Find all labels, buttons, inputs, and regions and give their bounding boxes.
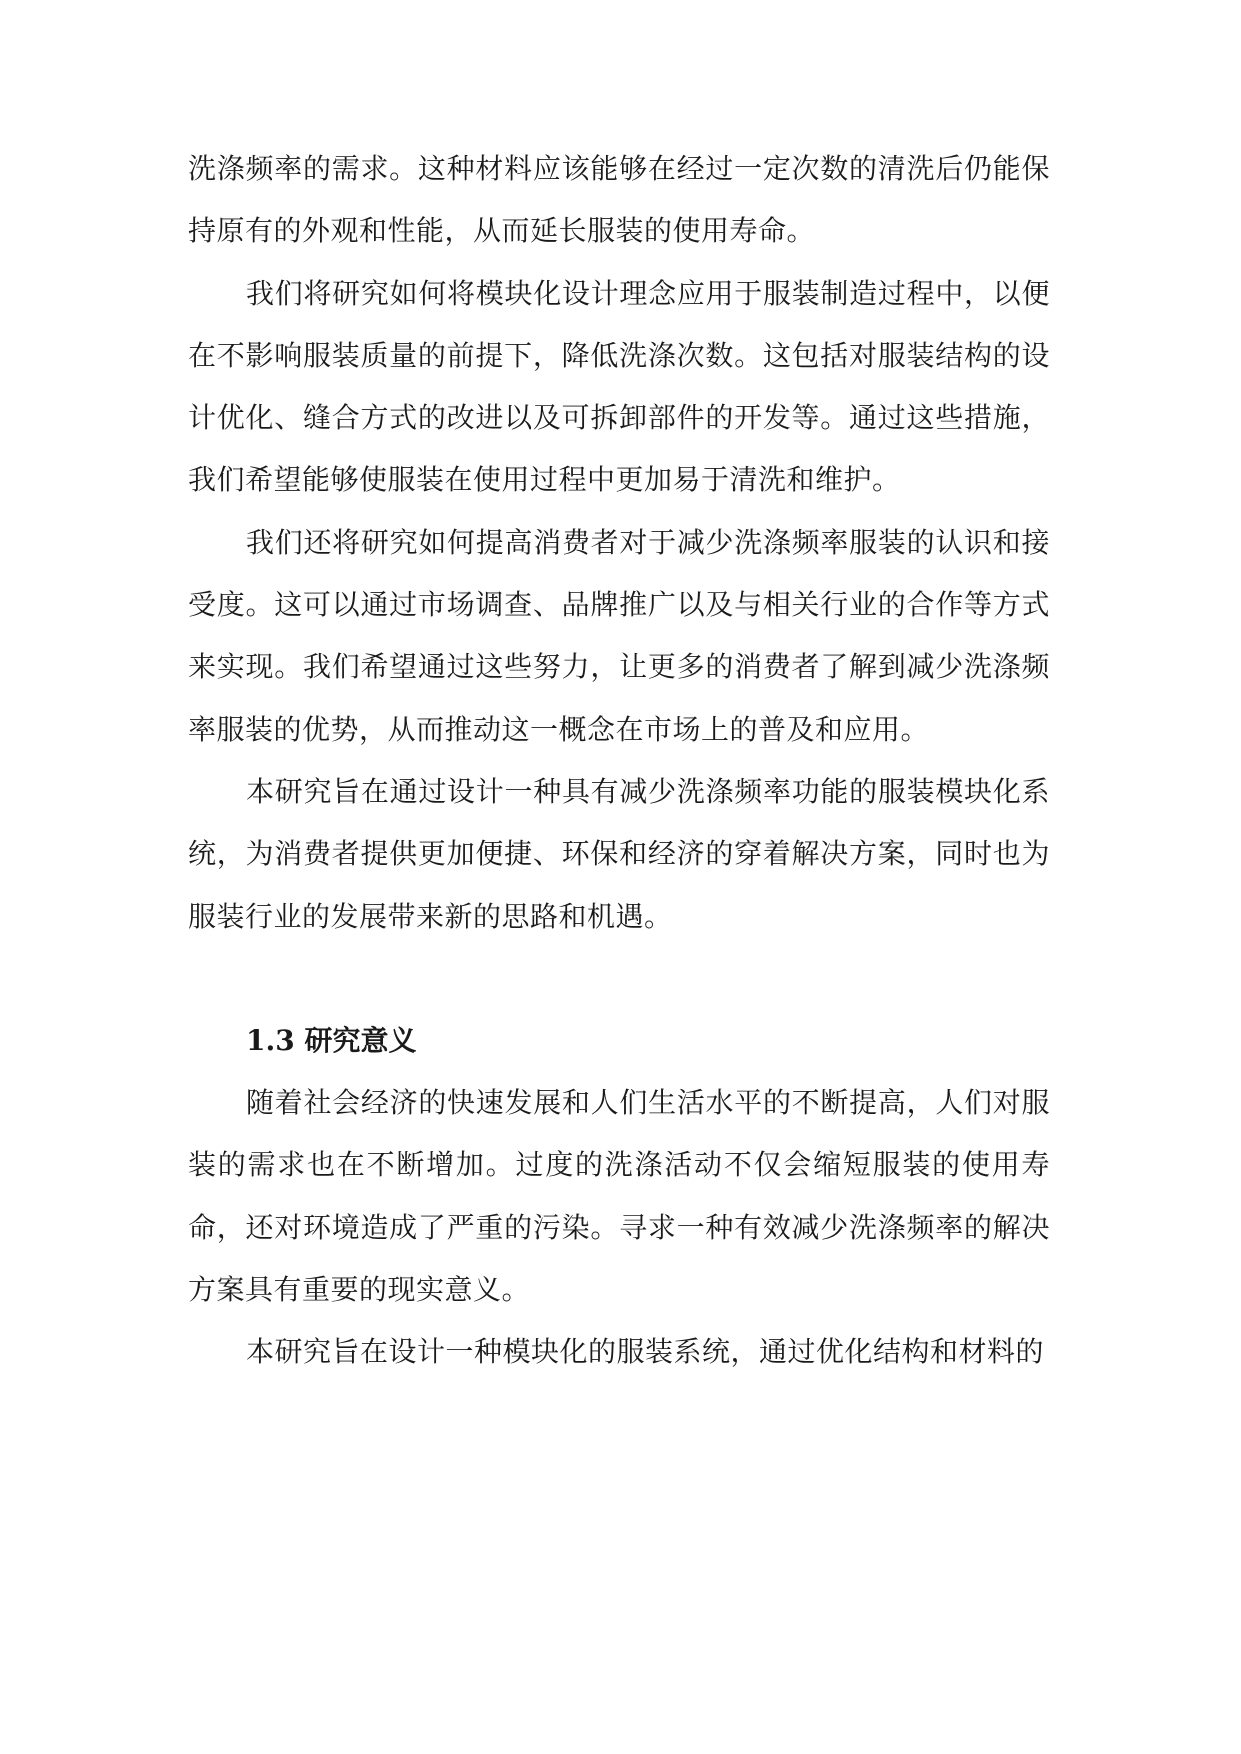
paragraph-significance: 随着社会经济的快速发展和人们生活水平的不断提高，人们对服装的需求也在不断增加。过度的洗涤活动不仅会缩短服装的使用寿命，还对环境造成了严重的污染。寻求一种有效减少洗涤频率的解决方案具有重要的现实意义。: [188, 1086, 1050, 1307]
section-heading: 1.3 研究意义: [246, 1023, 417, 1057]
document-body: [188, 138, 1050, 1384]
paragraph-continuation: 洗涤频率的需求。这种材料应该能够在经过一定次数的清洗后仍能保持原有的外观和性能，从而延长服装的使用寿命。: [188, 152, 1050, 248]
paragraph-modular-design: 我们将研究如何将模块化设计理念应用于服装制造过程中，以便在不影响服装质量的前提下，降低洗涤次数。这包括对服装结构的设计优化、缝合方式的改进以及可拆卸部件的开发等。通过这些措施，我们希望能够使服装在使用过程中更加易于清洗和维护。: [188, 276, 1050, 497]
paragraph-research-aim: 本研究旨在通过设计一种具有减少洗涤频率功能的服装模块化系统，为消费者提供更加便捷、环保和经济的穿着解决方案，同时也为服装行业的发展带来新的思路和机遇。: [188, 774, 1050, 933]
paragraph-consumer-acceptance: 我们还将研究如何提高消费者对于减少洗涤频率服装的认识和接受度。这可以通过市场调查、品牌推广以及与相关行业的合作等方式来实现。我们希望通过这些努力，让更多的消费者了解到减少洗涤频率服装的优势，从而推动这一概念在市场上的普及和应用。: [188, 525, 1050, 746]
paragraph-system-design: 本研究旨在设计一种模块化的服装系统，通过优化结构和材料的: [246, 1335, 1045, 1369]
